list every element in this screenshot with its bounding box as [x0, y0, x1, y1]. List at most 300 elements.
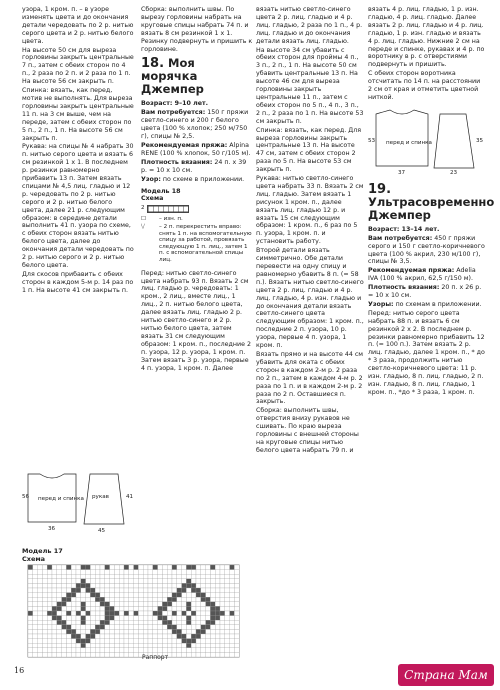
chart-cell — [148, 597, 153, 602]
section-title: Моя морячка Джемпер — [141, 56, 204, 97]
chart-cell — [143, 625, 148, 630]
chart-cell — [119, 583, 124, 588]
chart-cell — [114, 616, 119, 621]
chart-cell — [186, 579, 191, 584]
paragraph: На высоте 50 см для выреза горловины закрыть центральные 7 п., затем с обеих сторон по 4 п., 2 раза по 2 п. и 2 раза по 1 п. На высоте 56 см закрыть п. — [22, 46, 134, 86]
chart-cell — [225, 648, 230, 653]
chart-cell — [86, 588, 91, 593]
chart-cell — [42, 597, 47, 602]
chart-cell — [81, 643, 86, 648]
chart-cell — [148, 639, 153, 644]
chart-cell — [143, 620, 148, 625]
chart-cell — [110, 588, 115, 593]
chart-cell — [196, 620, 201, 625]
chart-cell — [177, 583, 182, 588]
chart-cell — [143, 593, 148, 598]
chart-cell — [47, 597, 52, 602]
chart-cell — [38, 629, 43, 634]
chart-cell — [143, 611, 148, 616]
chart-cell — [129, 639, 134, 644]
chart-cell — [191, 629, 196, 634]
chart-cell — [38, 574, 43, 579]
chart-cell — [90, 639, 95, 644]
chart-cell — [66, 625, 71, 630]
chart-cell — [225, 625, 230, 630]
chart-cell — [215, 625, 220, 630]
chart-cell — [105, 570, 110, 575]
chart-cell — [47, 593, 52, 598]
chart-cell — [138, 620, 143, 625]
chart-cell — [206, 639, 211, 644]
chart-cell — [57, 616, 62, 621]
sleeve-height-label: 35 — [476, 137, 484, 144]
chart-cell — [230, 579, 235, 584]
chart-cell — [95, 643, 100, 648]
chart-cell — [86, 574, 91, 579]
age: Возраст: 9–10 лет. — [141, 100, 209, 108]
chart-cell — [153, 583, 158, 588]
chart-cell — [134, 639, 139, 644]
chart-cell — [186, 570, 191, 575]
chart-cell — [177, 648, 182, 653]
chart-cell — [186, 652, 191, 657]
chart-cell — [148, 606, 153, 611]
chart-cell — [95, 565, 100, 570]
chart-cell — [134, 574, 139, 579]
chart-cell — [76, 606, 81, 611]
chart-cell — [33, 616, 38, 621]
chart-cell — [138, 565, 143, 570]
chart-cell — [28, 639, 33, 644]
chart-cell — [172, 570, 177, 575]
chart-cell — [47, 588, 52, 593]
chart-cell — [138, 579, 143, 584]
chart-cell — [158, 620, 163, 625]
model-17-chart — [22, 548, 244, 667]
chart-cell — [114, 639, 119, 644]
chart-cell — [177, 570, 182, 575]
chart-cell — [215, 616, 220, 621]
chart-cell — [191, 583, 196, 588]
chart-cell — [42, 625, 47, 630]
chart-cell — [66, 643, 71, 648]
chart-cell — [196, 593, 201, 598]
chart-cell — [177, 565, 182, 570]
chart-cell — [81, 652, 86, 657]
chart-cell — [119, 588, 124, 593]
chart-cell — [38, 620, 43, 625]
chart-cell — [148, 634, 153, 639]
section-19-title — [368, 181, 495, 222]
chart-cell — [186, 643, 191, 648]
chart-cell — [66, 583, 71, 588]
chart-cell — [220, 634, 225, 639]
chart-cell — [129, 593, 134, 598]
chart-cell — [153, 597, 158, 602]
chart-cell — [230, 597, 235, 602]
chart-cell — [28, 588, 33, 593]
chart-cell — [167, 620, 172, 625]
chart-cell — [153, 588, 158, 593]
chart-cell — [57, 593, 62, 598]
chart-cell — [57, 643, 62, 648]
chart-cell — [38, 616, 43, 621]
chart-cell — [215, 602, 220, 607]
chart-cell — [47, 629, 52, 634]
chart-cell — [134, 634, 139, 639]
chart-cell — [225, 611, 230, 616]
chart-cell — [225, 652, 230, 657]
chart-cell — [177, 593, 182, 598]
chart-cell — [215, 643, 220, 648]
chart-cell — [196, 625, 201, 630]
chart-cell — [28, 602, 33, 607]
column-3 — [256, 6, 364, 456]
chart-cell — [57, 639, 62, 644]
chart-cell — [76, 625, 81, 630]
garment-diagram-18 — [368, 106, 486, 179]
chart-cell — [206, 597, 211, 602]
chart-cell — [110, 620, 115, 625]
sleeve-width-label: 45 — [98, 528, 106, 534]
chart-cell — [129, 583, 134, 588]
chart-cell — [210, 588, 215, 593]
chart-cell — [201, 629, 206, 634]
chart-cell — [172, 606, 177, 611]
chart-cell — [129, 574, 134, 579]
chart-cell — [191, 639, 196, 644]
paragraph: Вязать прямо и на высоте 44 см убавить для оката с обеих сторон в каждом 2-м р. 2 раза по 2 п., затем в каждом 4-м р. 2 раза по 1 п. и в каждом 2-м р. 2 раза по 2 п. Оставшиеся п. закрыть. — [256, 350, 364, 406]
chart-cell — [124, 597, 129, 602]
chart-cell — [153, 579, 158, 584]
chart-cell — [86, 643, 91, 648]
chart-cell — [191, 611, 196, 616]
chart-cell — [167, 616, 172, 621]
chart-cell — [153, 629, 158, 634]
materials: Вам потребуется: 150 г пряжи светло-синего и 200 г белого цвета (100 % хлопок; 250 м/750 г), спицы № 2,5. — [141, 109, 249, 141]
chart-cell — [186, 639, 191, 644]
chart-cell — [234, 565, 239, 570]
chart-cell — [182, 643, 187, 648]
chart-cell — [225, 616, 230, 621]
chart-cell — [119, 570, 124, 575]
chart-cell — [52, 611, 57, 616]
chart-cell — [182, 639, 187, 644]
chart-cell — [62, 643, 67, 648]
model-18-scheme: Схема — [141, 195, 164, 202]
chart-cell — [148, 588, 153, 593]
chart-cell — [230, 611, 235, 616]
chart-cell — [110, 648, 115, 653]
chart-cell — [42, 639, 47, 644]
chart-cell — [234, 625, 239, 630]
chart-cell — [220, 616, 225, 621]
chart-cell — [28, 620, 33, 625]
chart-cell — [90, 579, 95, 584]
chart-cell — [172, 643, 177, 648]
chart-cell — [81, 611, 86, 616]
chart-cell — [162, 639, 167, 644]
chart-cell — [100, 616, 105, 621]
chart-cell — [52, 588, 57, 593]
chart-cell — [71, 588, 76, 593]
chart-cell — [230, 616, 235, 621]
chart-cell — [172, 574, 177, 579]
chart-cell — [119, 639, 124, 644]
chart-cell — [138, 593, 143, 598]
chart-cell — [191, 574, 196, 579]
paragraph: С обеих сторон воротника отсчитать по 14 п. на расстоянии 2 см от края и отметить цветной ниткой. — [368, 70, 481, 101]
chart-cell — [215, 634, 220, 639]
chart-cell — [110, 570, 115, 575]
chart-cell — [153, 634, 158, 639]
chart-cell — [182, 606, 187, 611]
chart-cell — [143, 634, 148, 639]
chart-cell — [71, 616, 76, 621]
chart-cell — [172, 616, 177, 621]
chart-cell — [138, 606, 143, 611]
chart-cell — [186, 629, 191, 634]
chart-cell — [47, 579, 52, 584]
chart-cell — [42, 643, 47, 648]
chart-cell — [206, 616, 211, 621]
chart-cell — [33, 648, 38, 653]
chart-cell — [153, 625, 158, 630]
chart-cell — [210, 652, 215, 657]
chart-cell — [95, 593, 100, 598]
chart-cell — [134, 602, 139, 607]
chart-cell — [182, 570, 187, 575]
chart-cell — [95, 611, 100, 616]
chart-cell — [182, 652, 187, 657]
chart-cell — [47, 606, 52, 611]
chart-cell — [206, 565, 211, 570]
purl-symbol-icon: ☐ — [141, 215, 147, 222]
chart-cell — [153, 620, 158, 625]
chart-cell — [66, 652, 71, 657]
chart-cell — [134, 588, 139, 593]
chart-cell — [81, 597, 86, 602]
chart-cell — [225, 629, 230, 634]
chart-cell — [206, 611, 211, 616]
chart-cell — [124, 565, 129, 570]
chart-cell — [90, 597, 95, 602]
chart-cell — [119, 648, 124, 653]
chart-cell — [38, 648, 43, 653]
height-label: 56 — [22, 494, 30, 500]
chart-cell — [158, 606, 163, 611]
chart-cell — [153, 593, 158, 598]
chart-cell — [62, 574, 67, 579]
chart-cell — [33, 629, 38, 634]
chart-cell — [33, 620, 38, 625]
chart-cell — [158, 629, 163, 634]
chart-cell — [148, 611, 153, 616]
chart-cell — [124, 639, 129, 644]
chart-cell — [215, 611, 220, 616]
chart-cell — [110, 606, 115, 611]
chart-cell — [225, 634, 230, 639]
chart-cell — [57, 579, 62, 584]
chart-cell — [143, 606, 148, 611]
chart-cell — [153, 574, 158, 579]
chart-cell — [124, 588, 129, 593]
chart-cell — [138, 625, 143, 630]
chart-cell — [119, 611, 124, 616]
chart-cell — [66, 639, 71, 644]
chart-cell — [143, 629, 148, 634]
chart-cell — [105, 652, 110, 657]
chart-cell — [62, 625, 67, 630]
chart-cell — [162, 611, 167, 616]
chart-cell — [28, 606, 33, 611]
chart-cell — [47, 652, 52, 657]
chart-cell — [28, 574, 33, 579]
chart-cell — [153, 565, 158, 570]
chart-cell — [66, 574, 71, 579]
chart-cell — [148, 565, 153, 570]
sleeve-height-label: 41 — [126, 494, 134, 500]
chart-cell — [47, 602, 52, 607]
chart-cell — [210, 625, 215, 630]
chart-cell — [81, 625, 86, 630]
chart-cell — [210, 593, 215, 598]
chart-cell — [225, 565, 230, 570]
chart-cell — [191, 593, 196, 598]
column-1 — [22, 6, 134, 296]
chart-cell — [234, 597, 239, 602]
chart-cell — [124, 570, 129, 575]
chart-cell — [62, 588, 67, 593]
chart-cell — [148, 625, 153, 630]
chart-cell — [42, 588, 47, 593]
chart-cell — [234, 611, 239, 616]
chart-cell — [201, 565, 206, 570]
chart-cell — [167, 648, 172, 653]
chart-cell — [114, 629, 119, 634]
chart-cell — [86, 620, 91, 625]
front-back-outline — [376, 110, 428, 166]
chart-cell — [119, 593, 124, 598]
chart-cell — [100, 639, 105, 644]
chart-cell — [234, 652, 239, 657]
chart-cell — [148, 616, 153, 621]
chart-cell — [158, 616, 163, 621]
chart-cell — [119, 616, 124, 621]
chart-cell — [196, 616, 201, 621]
chart-cell — [210, 606, 215, 611]
chart-cell — [167, 629, 172, 634]
chart-cell — [167, 625, 172, 630]
chart-cell — [134, 606, 139, 611]
chart-cell — [177, 606, 182, 611]
chart-cell — [81, 570, 86, 575]
chart-cell — [191, 616, 196, 621]
chart-cell — [66, 593, 71, 598]
chart-cell — [71, 625, 76, 630]
chart-cell — [47, 620, 52, 625]
chart-cell — [234, 620, 239, 625]
paragraph: Рукава: нитью светло-синего цвета набрать 33 п. Вязать 2 см лиц. гладью. Затем вязать 1 рисунок 1 кром. п., далее вязать лиц. гладью 12 р. и вязать 15 см следующим образом: 1 кром. п., 6 раз по 5 п. узора, 1 кром. п. и установить работу. — [256, 175, 364, 246]
chart-cell — [114, 643, 119, 648]
chart-cell — [66, 597, 71, 602]
chart-cell — [52, 574, 57, 579]
chart-cell — [110, 579, 115, 584]
chart-cell — [33, 643, 38, 648]
chart-cell — [220, 588, 225, 593]
chart-cell — [162, 648, 167, 653]
chart-cell — [196, 570, 201, 575]
chart-cell — [196, 648, 201, 653]
chart-cell — [28, 634, 33, 639]
chart-cell — [114, 625, 119, 630]
chart-cell — [201, 606, 206, 611]
chart-cell — [215, 565, 220, 570]
chart-cell — [28, 611, 33, 616]
chart-cell — [71, 574, 76, 579]
chart-cell — [129, 652, 134, 657]
chart-cell — [66, 602, 71, 607]
chart-cell — [33, 583, 38, 588]
chart-cell — [134, 583, 139, 588]
chart-cell — [186, 606, 191, 611]
chart-cell — [28, 597, 33, 602]
chart-cell — [62, 602, 67, 607]
chart-cell — [66, 629, 71, 634]
chart-cell — [66, 579, 71, 584]
chart-cell — [110, 639, 115, 644]
chart-cell — [28, 579, 33, 584]
chart-cell — [90, 652, 95, 657]
chart-cell — [47, 616, 52, 621]
chart-cell — [119, 620, 124, 625]
chart-cell — [234, 616, 239, 621]
chart-cell — [162, 616, 167, 621]
width-label: 37 — [398, 169, 406, 176]
chart-cell — [215, 652, 220, 657]
chart-cell — [105, 625, 110, 630]
chart-cell — [114, 634, 119, 639]
chart-cell — [158, 583, 163, 588]
legend-item: ⧹⧸ – 2 п. перекрестить вправо: снять 1 п. на вспомогательную спицу за работой, провязать следующую 1 п. лиц., затем 1 п. с вспомогательной спицы лиц. — [141, 224, 252, 264]
chart-cell — [138, 574, 143, 579]
chart-cell — [33, 597, 38, 602]
model-18-grid-row — [141, 205, 253, 213]
chart-cell — [225, 597, 230, 602]
chart-cell — [42, 565, 47, 570]
chart-cell — [148, 643, 153, 648]
chart-cell — [167, 634, 172, 639]
chart-cell — [86, 648, 91, 653]
chart-cell — [90, 565, 95, 570]
paragraph: Сборка: выполнить швы. По вырезу горловины набрать на круговые спицы набрать 74 п. и вязать 8 см резинкой 1 х 1. Резинку подвернуть и пришить к горловине. — [141, 6, 253, 53]
chart-cell — [177, 616, 182, 621]
chart-cell — [119, 574, 124, 579]
chart-cell — [81, 634, 86, 639]
sleeve-outline — [434, 114, 474, 168]
chart-cell — [196, 583, 201, 588]
chart-cell — [220, 629, 225, 634]
chart-cell — [52, 593, 57, 598]
chart-cell — [86, 634, 91, 639]
chart-cell — [76, 593, 81, 598]
chart-cell — [220, 648, 225, 653]
chart-cell — [153, 648, 158, 653]
chart-cell — [52, 634, 57, 639]
chart-cell — [220, 620, 225, 625]
chart-cell — [138, 639, 143, 644]
chart-cell — [38, 588, 43, 593]
